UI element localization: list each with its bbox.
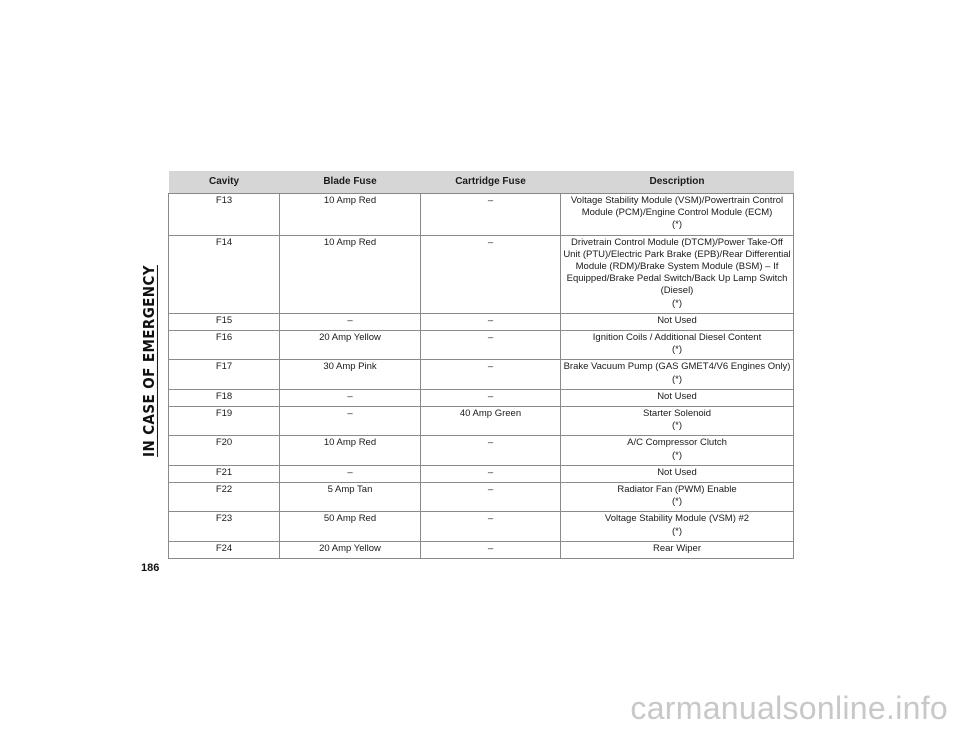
table-header-row [169, 171, 794, 194]
cell-description [561, 360, 794, 389]
table-row [169, 313, 794, 330]
cell-description [561, 313, 794, 330]
fuse-table [168, 171, 794, 559]
description-line: Voltage Stability Module (VSM)/Powertrain Control Module (PCM)/Engine Control Module (ECM) [570, 195, 784, 219]
table-row [169, 235, 794, 313]
cell-cartridge-fuse: – [421, 194, 561, 236]
description-line: Radiator Fan (PWM) Enable [617, 484, 737, 496]
cell-blade-fuse: – [280, 389, 421, 406]
description-line: (*) [671, 297, 683, 309]
description-line: Starter Solenoid [642, 408, 712, 420]
description-line: (*) [671, 496, 683, 508]
cell-blade-fuse: 10 Amp Red [280, 194, 421, 236]
table-row [169, 360, 794, 389]
cell-cartridge-fuse: – [421, 512, 561, 541]
table-row [169, 512, 794, 541]
table-row [169, 194, 794, 236]
description-line: (*) [671, 525, 683, 537]
description-line: Brake Vacuum Pump (GAS GMET4/V6 Engines Only) [563, 361, 791, 373]
description-line: A/C Compressor Clutch [627, 437, 727, 449]
cell-blade-fuse: – [280, 313, 421, 330]
cell-description [561, 483, 794, 512]
cell-description [561, 465, 794, 482]
table-row [169, 483, 794, 512]
cell-blade-fuse: 5 Amp Tan [280, 483, 421, 512]
description-line: Not Used [657, 466, 697, 478]
cell-cavity: F22 [169, 483, 280, 512]
table-row [169, 436, 794, 465]
header-cartridge-fuse: Cartridge Fuse [421, 171, 561, 194]
cell-cavity: F14 [169, 235, 280, 313]
cell-description [561, 407, 794, 436]
description-line: (*) [671, 344, 683, 356]
cell-cavity: F23 [169, 512, 280, 541]
watermark: carmanualsonline.info [630, 690, 948, 726]
cell-cartridge-fuse: – [421, 541, 561, 558]
cell-cavity: F19 [169, 407, 280, 436]
description-line: Not Used [657, 314, 697, 326]
cell-cartridge-fuse: – [421, 331, 561, 360]
cell-blade-fuse: 10 Amp Red [280, 436, 421, 465]
description-line: Ignition Coils / Additional Diesel Content [592, 332, 762, 344]
section-tab [138, 170, 160, 552]
header-cavity: Cavity [169, 171, 280, 194]
cell-description [561, 194, 794, 236]
cell-cavity: F21 [169, 465, 280, 482]
cell-cavity: F24 [169, 541, 280, 558]
cell-description [561, 235, 794, 313]
description-line: Voltage Stability Module (VSM) #2 [604, 513, 750, 525]
cell-blade-fuse: – [280, 407, 421, 436]
description-line: (*) [671, 373, 683, 385]
cell-cavity: F20 [169, 436, 280, 465]
description-line: (*) [671, 420, 683, 432]
table-row [169, 407, 794, 436]
table-row [169, 331, 794, 360]
cell-cavity: F17 [169, 360, 280, 389]
cell-cartridge-fuse: – [421, 483, 561, 512]
cell-cartridge-fuse: – [421, 389, 561, 406]
table-row [169, 389, 794, 406]
cell-blade-fuse: 20 Amp Yellow [280, 541, 421, 558]
description-line: Not Used [657, 390, 697, 402]
cell-blade-fuse: 30 Amp Pink [280, 360, 421, 389]
cell-cartridge-fuse: – [421, 313, 561, 330]
description-line: Rear Wiper [652, 542, 702, 554]
table-row [169, 541, 794, 558]
table-row [169, 465, 794, 482]
cell-blade-fuse: 50 Amp Red [280, 512, 421, 541]
cell-description [561, 389, 794, 406]
section-title: IN CASE OF EMERGENCY [140, 265, 158, 457]
cell-cartridge-fuse: – [421, 436, 561, 465]
table-body [169, 194, 794, 559]
cell-description [561, 541, 794, 558]
cell-description [561, 331, 794, 360]
cell-description [561, 436, 794, 465]
header-blade-fuse: Blade Fuse [280, 171, 421, 194]
cell-cavity: F15 [169, 313, 280, 330]
cell-blade-fuse: 20 Amp Yellow [280, 331, 421, 360]
cell-cartridge-fuse: 40 Amp Green [421, 407, 561, 436]
cell-blade-fuse: 10 Amp Red [280, 235, 421, 313]
page-number: 186 [141, 562, 160, 574]
description-line: (*) [671, 219, 683, 231]
cell-cartridge-fuse: – [421, 465, 561, 482]
cell-description [561, 512, 794, 541]
cell-cartridge-fuse: – [421, 360, 561, 389]
description-line: (*) [671, 449, 683, 461]
cell-blade-fuse: – [280, 465, 421, 482]
cell-cavity: F13 [169, 194, 280, 236]
cell-cavity: F16 [169, 331, 280, 360]
header-description: Description [561, 171, 794, 194]
cell-cavity: F18 [169, 389, 280, 406]
description-line: Drivetrain Control Module (DTCM)/Power Take-Off Unit (PTU)/Electric Park Brake (EPB)/Rear Differential Module (RDM)/Brake System Module (BSM) – If Equipped/Brake Pedal Switch/Back Up Lamp Switch (Diesel) [563, 236, 791, 297]
cell-cartridge-fuse: – [421, 235, 561, 313]
